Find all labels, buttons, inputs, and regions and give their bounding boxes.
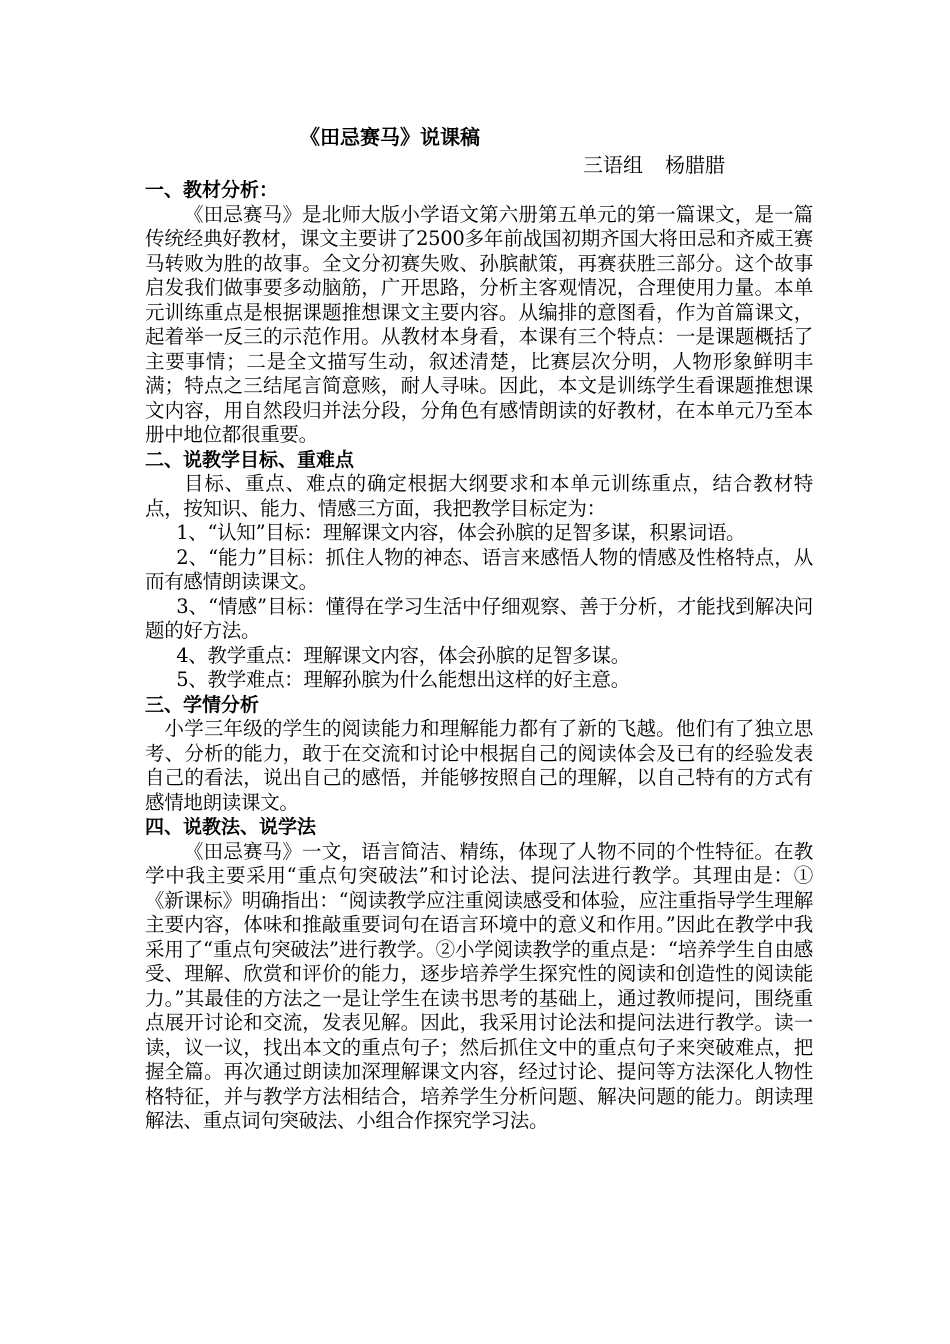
objective-item-5: 5、教学难点：理解孙膑为什么能想出这样的好主意。 (176, 668, 630, 691)
author-group: 三语组 (583, 153, 643, 177)
objective-item-3: 3、“情感”目标：懂得在学习生活中仔细观察、善于分析，才能找到解决问题的好方法。 (145, 594, 813, 642)
section-heading-2: 二、说教学目标、重难点 (145, 448, 355, 471)
section-4-paragraph: 《田忌赛马》一文，语言简洁、精练，体现了人物不同的个性特征。在教学中我主要采用“重点句突破法”和讨论法、提问法进行教学。其理由是：①《新课标》明确指出：“阅读教学应注重阅读感受和体验，应注重指导学生理解主要内容，体味和推敲重要词句在语言环境中的意义和作用。”因此在教学中我采用了“重点句突破法”进行教学。②小学阅读教学的重点是：“培养学生自由感受、理解、欣赏和评价的能力，逐步培养学生探究性的阅读和创造性的阅读能力。”其最佳的方法之一是让学生在读书思考的基础上，通过教师提问，围绕重点展开讨论和交流，发表见解。因此，我采用讨论法和提问法进行教学。读一读，议一议，找出本文的重点句子；然后抓住文中的重点句子来突破难点，把握全篇。再次通过朗读加深理解课文内容，经过讨论、提问等方法深化人物性格特征，并与教学方法相结合，培养学生分析问题、解决问题的能力。朗读理解法、重点词句突破法、小组合作探究学习法。 (145, 839, 813, 1132)
author-line (583, 152, 813, 178)
objective-item-1: 1、“认知”目标：理解课文内容，体会孙膑的足智多谋，积累词语。 (176, 521, 746, 544)
document-page (145, 122, 813, 1134)
objective-item-2: 2、“能力”目标：抓住人物的神态、语言来感悟人物的情感及性格特点，从而有感情朗读课文。 (145, 545, 813, 593)
section-1-paragraph: 《田忌赛马》是北师大版小学语文第六册第五单元的第一篇课文，是一篇传统经典好教材，课文主要讲了2500多年前战国初期齐国大将田忌和齐威王赛马转败为胜的故事。全文分初赛失败、孙膑献策，再赛获胜三部分。这个故事启发我们做事要多动脑筋，广开思路，分析主客观情况，合理使用力量。本单元训练重点是根据课题推想课文主要内容。从编排的意图看，作为首篇课文，起着举一反三的示范作用。从教材本身看，本课有三个特点：一是课题概括了主要事情；二是全文描写生动，叙述清楚，比赛层次分明，人物形象鲜明丰满；特点之三结尾言简意赅，耐人寻味。因此，本文是训练学生看课题推想课文内容，用自然段归并法分段，分角色有感情朗读的好教材，在本单元乃至本册中地位都很重要。 (145, 202, 813, 446)
section-heading-1: 一、教材分析： (145, 179, 279, 201)
author-name: 杨腊腊 (665, 153, 725, 177)
objective-item-4: 4、教学重点：理解课文内容，体会孙膑的足智多谋。 (176, 643, 630, 667)
document-title: 《田忌赛马》说课稿 (300, 125, 480, 149)
section-3-paragraph: 小学三年级的学生的阅读能力和理解能力都有了新的飞越。他们有了独立思考、分析的能力，敢于在交流和讨论中根据自己的阅读体会及已有的经验发表自己的看法，说出自己的感悟，并能够按照自己的理解，以自己特有的方式有感情地朗读课文。 (145, 717, 813, 814)
section-heading-3: 三、学情分析 (145, 693, 260, 716)
section-heading-4: 四、说教法、说学法 (145, 816, 317, 838)
section-2-intro: 目标、重点、难点的确定根据大纲要求和本单元训练重点，结合教材特点，按知识、能力、情感三方面，我把教学目标定为： (145, 472, 813, 520)
